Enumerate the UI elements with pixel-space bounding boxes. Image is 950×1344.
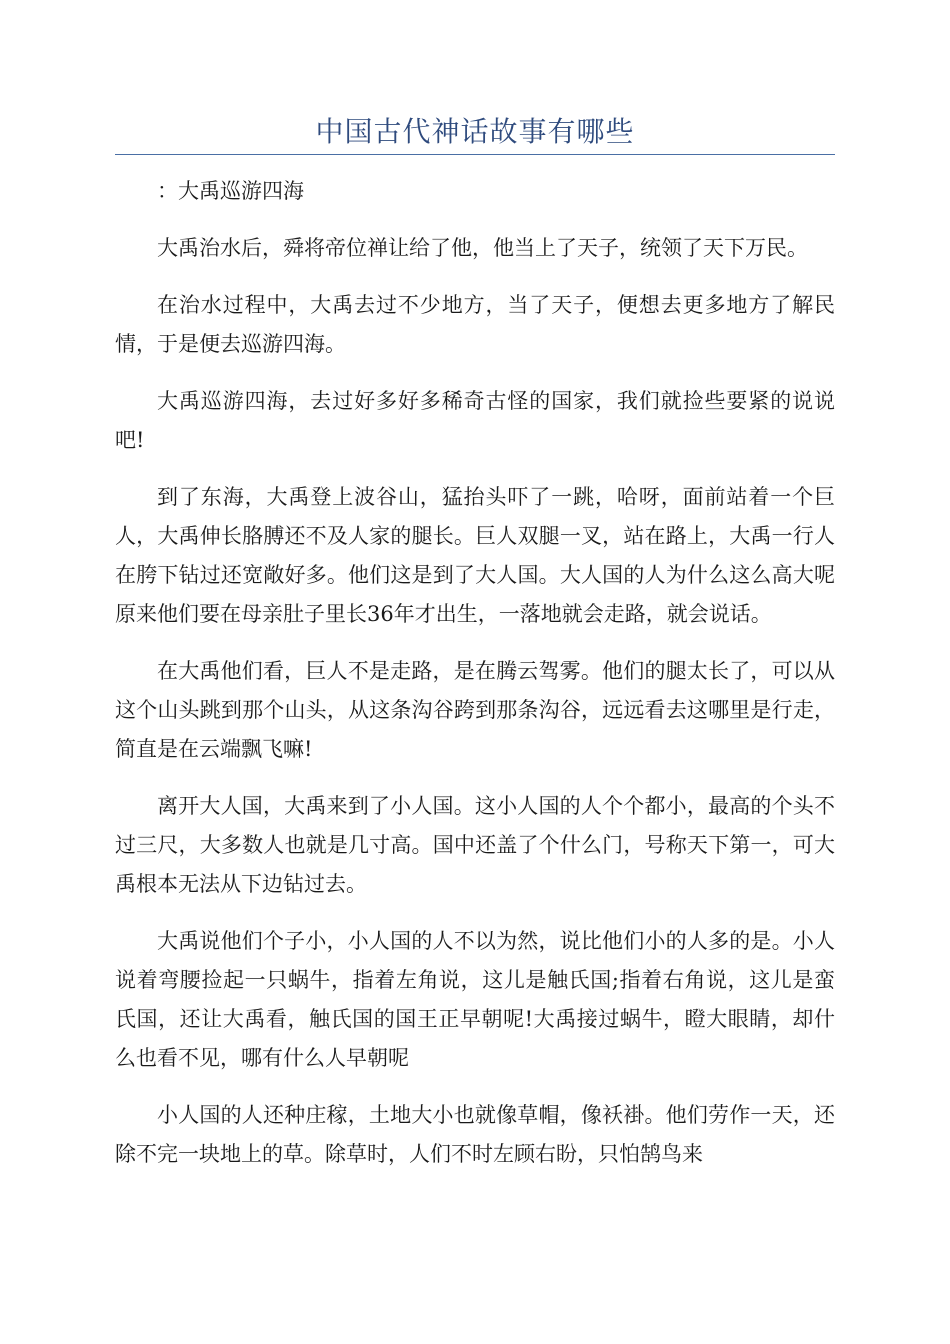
page-title: 中国古代神话故事有哪些	[315, 115, 635, 148]
paragraph: 在大禹他们看，巨人不是走路，是在腾云驾雾。他们的腿太长了，可以从这个山头跳到那个山头，从这条沟谷跨到那条沟谷，远远看去这哪里是行走，简直是在云端飘飞嘛!	[115, 659, 835, 761]
paragraph: 小人国的人还种庄稼，土地大小也就像草帽，像袄褂。他们劳作一天，还除不完一块地上的草。除草时，人们不时左顾右盼，只怕鹄鸟来	[115, 1103, 835, 1166]
paragraph: 大禹说他们个子小，小人国的人不以为然，说比他们小的人多的是。小人说着弯腰捡起一只蜗牛，指着左角说，这儿是触氏国;指着右角说，这儿是蛮氏国，还让大禹看，触氏国的国王正早朝呢!大禹接过蜗牛，瞪大眼睛，却什么也看不见，哪有什么人早朝呢	[115, 929, 835, 1070]
paragraph: 大禹治水后，舜将帝位禅让给了他，他当上了天子，统领了天下万民。	[157, 236, 808, 260]
paragraph: 大禹巡游四海，去过好多好多稀奇古怪的国家，我们就捡些要紧的说说吧!	[115, 389, 835, 452]
document-body	[115, 172, 835, 1192]
paragraph: 离开大人国，大禹来到了小人国。这小人国的人个个都小，最高的个头不过三尺，大多数人也就是几寸高。国中还盖了个什么门，号称天下第一，可大禹根本无法从下边钻过去。	[115, 794, 835, 896]
title-divider	[115, 154, 835, 155]
section-subheading: ：大禹巡游四海	[157, 179, 304, 203]
paragraph: 在治水过程中，大禹去过不少地方，当了天子，便想去更多地方了解民情，于是便去巡游四海。	[115, 293, 835, 356]
paragraph: 到了东海，大禹登上波谷山，猛抬头吓了一跳，哈呀，面前站着一个巨人，大禹伸长胳膊还不及人家的腿长。巨人双腿一叉，站在路上，大禹一行人在胯下钻过还宽敞好多。他们这是到了大人国。大人国的人为什么这么高大呢原来他们要在母亲肚子里长36年才出生，一落地就会走路，就会说话。	[115, 485, 835, 626]
